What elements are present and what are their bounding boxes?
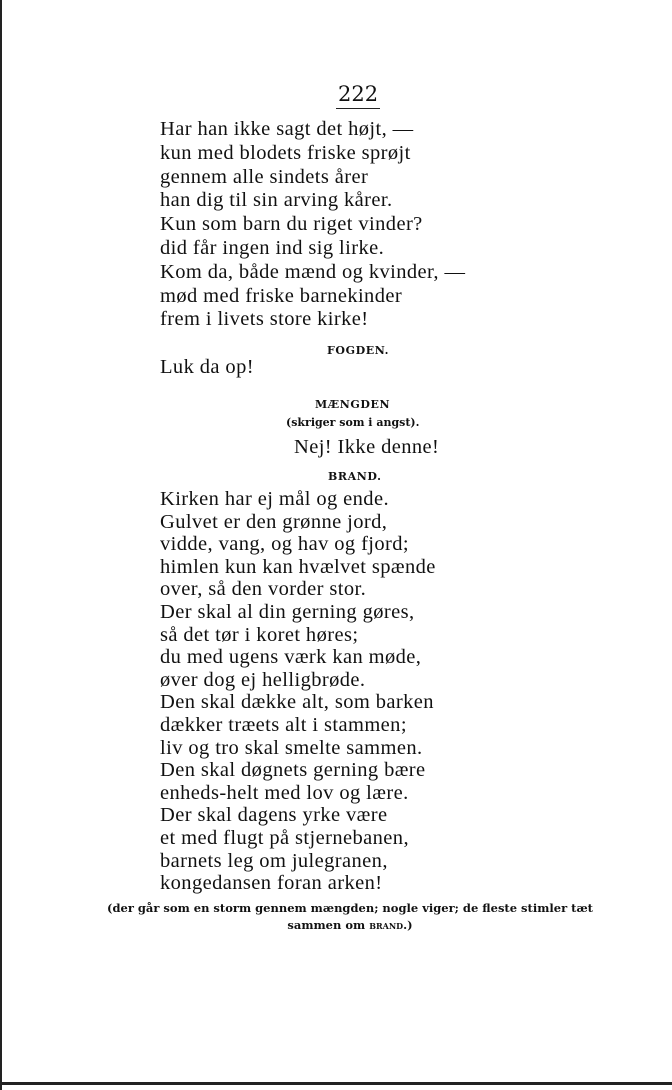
- verse-line: barnets leg om julegranen,: [160, 849, 388, 872]
- stage-direction-maengden: (skriger som i angst).: [286, 416, 420, 429]
- stanza-2: [160, 488, 436, 895]
- speaker-brand: BRAND.: [328, 470, 382, 483]
- verse-line: Har han ikke sagt det højt, —: [160, 118, 414, 140]
- verse-line: enheds-helt med lov og lære.: [160, 781, 409, 804]
- verse-line: did får ingen ind sig lirke.: [160, 236, 385, 259]
- verse-line: dækker træets alt i stammen;: [160, 713, 407, 736]
- stage-direction: [100, 900, 600, 934]
- page-number: 222: [336, 82, 380, 109]
- verse-line: Den skal dække alt, som barken: [160, 691, 434, 714]
- stage-direction-text: (der går som en storm gennem mængden; nogle viger; de fleste stimler tæt sammen om: [107, 901, 593, 932]
- speaker-maengden: MÆNGDEN: [315, 398, 391, 411]
- stage-direction-name: brand: [369, 918, 404, 932]
- verse-line: øver dog ej helligbrøde.: [160, 668, 366, 691]
- verse-line: Kirken har ej mål og ende.: [160, 488, 389, 510]
- verse-line: gennem alle sindets årer: [160, 165, 369, 188]
- stage-direction-end: .): [403, 918, 413, 932]
- verse-line: mød med friske barnekinder: [160, 284, 403, 307]
- stanza-1: [160, 118, 465, 332]
- verse-line: vidde, vang, og hav og fjord;: [160, 533, 410, 556]
- verse-line: han dig til sin arving kårer.: [160, 189, 393, 212]
- verse-line: Kun som barn du riget vinder?: [160, 213, 423, 236]
- verse-line: Kom da, både mænd og kvinder, —: [160, 260, 466, 283]
- verse-line: så det tør i koret høres;: [160, 623, 359, 646]
- verse-line: over, så den vorder stor.: [160, 578, 367, 601]
- verse-line: himlen kun kan hvælvet spænde: [160, 555, 436, 578]
- verse-line: liv og tro skal smelte sammen.: [160, 736, 423, 759]
- verse-line: frem i livets store kirke!: [160, 308, 369, 331]
- verse-line: kun med blodets friske sprøjt: [160, 141, 411, 164]
- fogden-line: Luk da op!: [160, 356, 254, 378]
- page-edge-bottom: [0, 1082, 672, 1085]
- verse-line: et med flugt på stjernebanen,: [160, 826, 409, 849]
- page-edge: [0, 0, 2, 1090]
- verse-line: kongedansen foran arken!: [160, 872, 383, 895]
- verse-line: Der skal dagens yrke være: [160, 804, 388, 827]
- speaker-fogden: FOGDEN.: [327, 344, 390, 357]
- verse-line: du med ugens værk kan møde,: [160, 646, 422, 669]
- maengden-line: Nej! Ikke denne!: [294, 436, 440, 458]
- verse-line: Den skal døgnets gerning bære: [160, 759, 426, 782]
- verse-line: Gulvet er den grønne jord,: [160, 510, 388, 533]
- verse-line: Der skal al din gerning gøres,: [160, 600, 415, 623]
